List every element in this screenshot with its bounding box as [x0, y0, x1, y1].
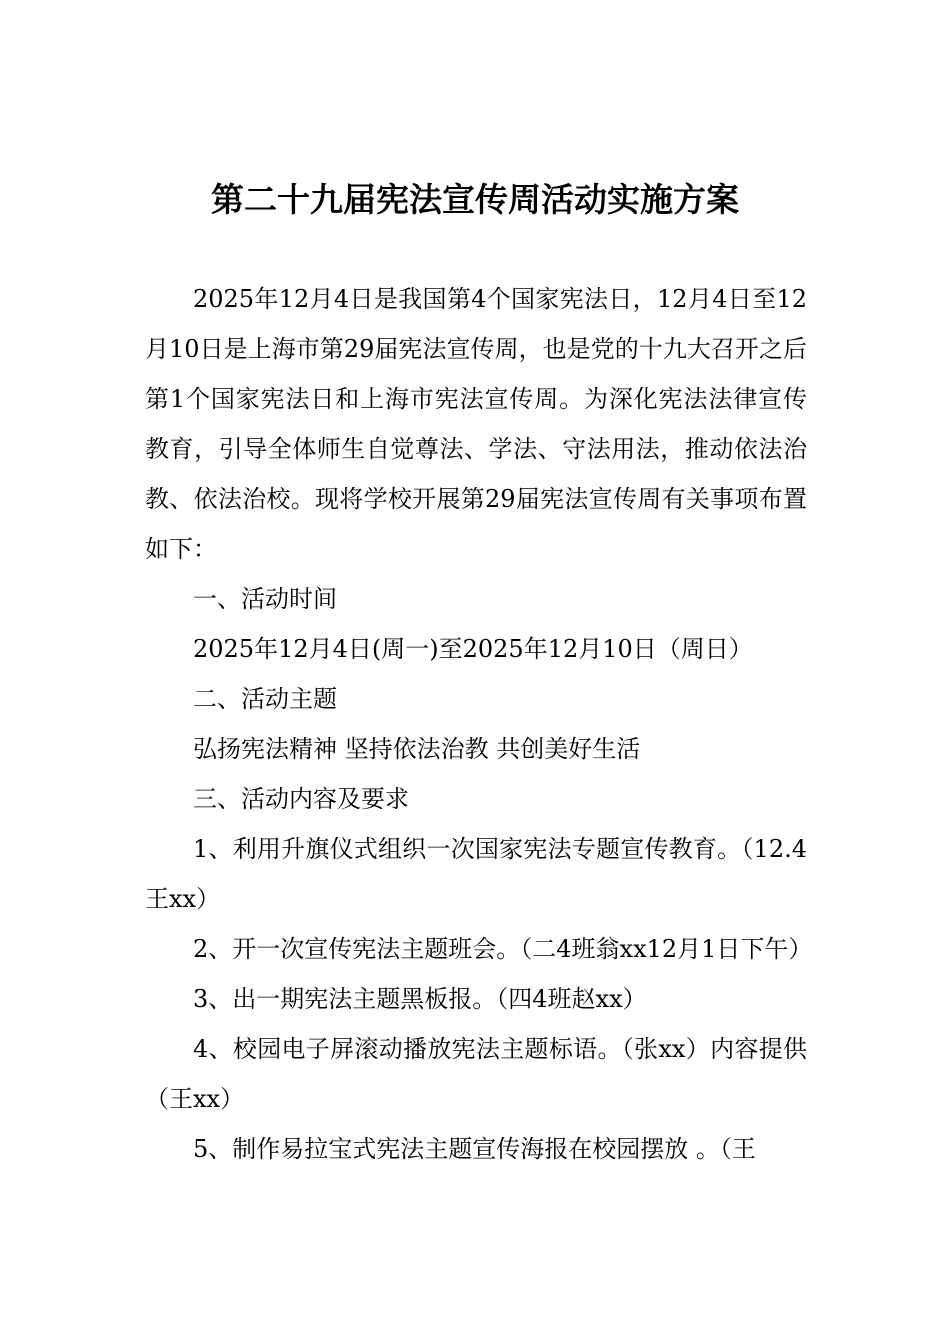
- section-content-time: 2025年12月4日(周一)至2025年12月10日（周日）: [193, 635, 753, 663]
- list-item: 5、制作易拉宝式宪法主题宣传海报在校园摆放 。（王: [193, 1135, 756, 1163]
- section-heading-content: 三、活动内容及要求: [193, 785, 409, 813]
- document-title: 第二十九届宪法宣传周活动实施方案: [211, 180, 739, 219]
- list-item: 1、利用升旗仪式组织一次国家宪法专题宣传教育。（12.4王xx）: [145, 835, 807, 913]
- section-heading-time: 一、活动时间: [193, 585, 337, 613]
- section-heading-theme: 二、活动主题: [193, 685, 337, 713]
- list-item: 3、出一期宪法主题黑板报。（四4班赵xx）: [193, 985, 647, 1013]
- document-body: [145, 274, 813, 1174]
- section-content-theme: 弘扬宪法精神 坚持依法治教 共创美好生活: [193, 735, 641, 763]
- intro-paragraph: 2025年12月4日是我国第4个国家宪法日，12月4日至12月10日是上海市第29届宪法宣传周，也是党的十九大召开之后第1个国家宪法日和上海市宪法宣传周。为深化宪法法律宣传教育，引导全体师生自觉尊法、学法、守法用法，推动依法治教、依法治校。现将学校开展第29届宪法宣传周有关事项布置如下：: [145, 285, 807, 563]
- list-item: 2、开一次宣传宪法主题班会。（二4班翁xx12月1日下午）: [193, 935, 813, 963]
- list-item: 4、校园电子屏滚动播放宪法主题标语。（张xx）内容提供（王xx）: [145, 1035, 807, 1113]
